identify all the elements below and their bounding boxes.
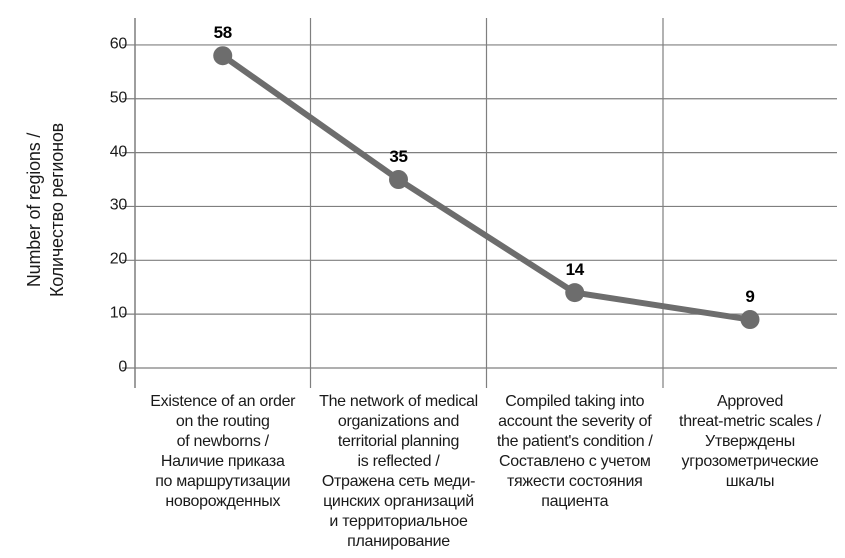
category-label-line: Compiled taking into [505, 393, 645, 410]
category-label-line: account the severity of [498, 413, 652, 430]
y-tick-label: 20 [109, 250, 127, 268]
category-label-line: Составлено с учетом [498, 453, 651, 470]
category-label [319, 392, 478, 552]
category-label-line: Наличие приказа [160, 453, 285, 470]
category-label-line: новорожденных [165, 493, 281, 510]
y-tick-label: 40 [109, 143, 127, 161]
category-label [679, 392, 821, 492]
category-label-line: тяжести состояния [507, 473, 643, 490]
category-label-line: The network of medical [319, 393, 478, 410]
category-label-line: Утверждены [705, 433, 795, 450]
data-point-marker [565, 283, 584, 302]
data-point-value-label: 35 [389, 146, 408, 166]
y-tick-label: 50 [109, 89, 127, 107]
category-label-line: и территориальное [329, 513, 468, 530]
data-point-value-label: 9 [745, 286, 755, 306]
category-label-line: Approved [716, 393, 784, 410]
y-axis-title-line-1: Number of regions / [24, 132, 44, 288]
category-label-line: Отражена сеть меди- [321, 473, 476, 490]
category-label-line: territorial planning [337, 433, 460, 450]
y-tick-label: 30 [109, 197, 127, 215]
category-label [150, 392, 295, 512]
y-tick-label: 0 [118, 358, 127, 376]
category-label-line: the patient's condition / [496, 433, 653, 450]
data-point-value-label: 58 [213, 22, 232, 42]
category-label-line: organizations and [337, 413, 460, 430]
category-label-line: угрозометрические [681, 453, 819, 470]
category-label-line: планирование [347, 533, 450, 550]
y-axis-title-line-2: Количество регионов [47, 122, 67, 298]
data-point-marker [741, 310, 760, 329]
category-label-line: шкалы [725, 473, 775, 490]
category-label-line: on the routing [175, 413, 270, 430]
category-label-line: пациента [541, 493, 609, 510]
category-label-line: Existence of an order [150, 393, 296, 410]
y-tick-label: 10 [109, 304, 127, 322]
category-label-line: цинских организаций [323, 493, 474, 510]
category-label-line: is reflected / [357, 453, 440, 470]
data-point-marker [213, 46, 232, 65]
category-label [497, 392, 653, 512]
category-label-line: threat-metric scales / [679, 413, 821, 430]
data-point-value-label: 14 [565, 259, 584, 279]
category-label-line: of newborns / [176, 433, 269, 450]
category-label-line: по маршрутизации [155, 473, 291, 490]
data-point-marker [389, 170, 408, 189]
y-tick-label: 60 [109, 35, 127, 53]
